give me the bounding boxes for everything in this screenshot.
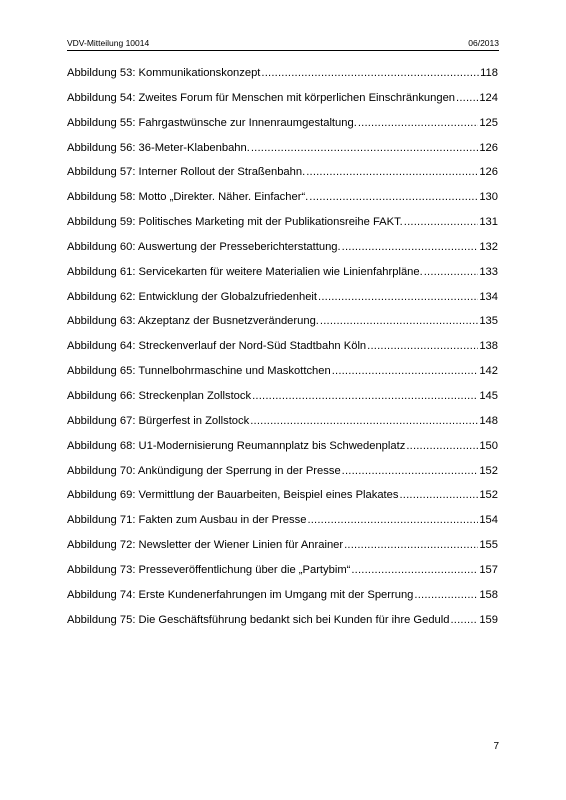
toc-entry[interactable]	[67, 166, 498, 191]
dot-leader	[406, 440, 478, 452]
toc-entry-page: 130	[479, 191, 498, 204]
toc-entry-page: 131	[479, 216, 498, 229]
toc-entry-page: 158	[479, 588, 498, 601]
toc-entry-label: Abbildung 60: Auswertung der Presseberichterstattung.	[67, 240, 341, 253]
toc-entry[interactable]	[67, 440, 498, 465]
dot-leader	[342, 241, 479, 253]
toc-entry-page: 118	[480, 67, 498, 79]
toc-entry-label: Abbildung 61: Servicekarten für weitere Materialien wie Linienfahrpläne.	[67, 265, 423, 278]
toc-entry-label: Abbildung 72: Newsletter der Wiener Linien für Anrainer	[67, 539, 344, 552]
toc-entry[interactable]	[67, 315, 498, 340]
toc-entry[interactable]	[67, 117, 498, 142]
toc-entry[interactable]	[67, 415, 498, 440]
dot-leader	[318, 291, 478, 303]
toc-entry[interactable]	[67, 291, 498, 316]
toc-entry-page: 154	[479, 514, 498, 527]
toc-entry[interactable]	[67, 241, 498, 266]
toc-entry[interactable]	[67, 390, 498, 415]
toc-entry[interactable]	[67, 489, 498, 514]
toc-entry[interactable]	[67, 67, 498, 92]
dot-leader	[309, 191, 478, 203]
toc-entry-page: 126	[479, 166, 498, 179]
toc-entry[interactable]	[67, 340, 498, 365]
toc-entry[interactable]	[67, 465, 498, 490]
toc-entry[interactable]	[67, 142, 498, 167]
toc-entry-label: Abbildung 62: Entwicklung der Globalzufriedenheit	[67, 290, 318, 303]
toc-entry-page: 124	[479, 91, 498, 104]
dot-leader	[399, 489, 478, 501]
toc-entry[interactable]	[67, 564, 498, 589]
dot-leader	[307, 514, 478, 526]
toc-entry-page: 157	[479, 563, 498, 576]
toc-entry-label: Abbildung 68: U1-Modernisierung Reumannplatz bis Schwedenplatz	[67, 439, 406, 452]
toc-entry-label: Abbildung 64: Streckenverlauf der Nord-Süd Stadtbahn Köln	[67, 340, 367, 353]
dot-leader	[351, 564, 478, 576]
toc-entry[interactable]	[67, 614, 498, 639]
page-header	[67, 34, 499, 51]
document-title: VDV-Mitteilung 10014	[67, 38, 150, 48]
dot-leader	[451, 614, 479, 626]
dot-leader	[404, 216, 479, 228]
toc-entry-page: 142	[479, 365, 498, 378]
toc-entry-label: Abbildung 55: Fahrgastwünsche zur Innenraumgestaltung.	[67, 116, 357, 129]
toc-entry-page: 148	[479, 414, 498, 427]
list-of-figures	[67, 67, 498, 638]
dot-leader	[332, 365, 479, 377]
toc-entry-label: Abbildung 70: Ankündigung der Sperrung in der Presse	[67, 464, 341, 477]
dot-leader	[251, 142, 478, 154]
toc-entry[interactable]	[67, 216, 498, 241]
toc-entry-page: 125	[479, 116, 498, 129]
toc-entry-label: Abbildung 73: Presseveröffentlichung über die „Partybim“	[67, 563, 351, 576]
toc-entry[interactable]	[67, 266, 498, 291]
toc-entry-label: Abbildung 53: Kommunikationskonzept	[67, 67, 261, 79]
toc-entry[interactable]	[67, 589, 498, 614]
toc-entry-label: Abbildung 66: Streckenplan Zollstock	[67, 389, 252, 402]
toc-entry-label: Abbildung 56: 36-Meter-Klabenbahn.	[67, 141, 250, 154]
dot-leader	[342, 465, 479, 477]
toc-entry-page: 126	[479, 141, 498, 154]
toc-entry-page: 150	[479, 439, 498, 452]
dot-leader	[250, 415, 478, 427]
toc-entry[interactable]	[67, 92, 498, 117]
dot-leader	[344, 539, 478, 551]
toc-entry-page: 152	[479, 464, 498, 477]
dot-leader	[358, 117, 479, 129]
document-date: 06/2013	[468, 38, 499, 48]
toc-entry-label: Abbildung 58: Motto „Direkter. Näher. Einfacher“.	[67, 191, 309, 204]
toc-entry-page: 132	[479, 240, 498, 253]
toc-entry[interactable]	[67, 514, 498, 539]
dot-leader	[367, 340, 478, 352]
toc-entry-page: 159	[479, 613, 498, 626]
toc-entry-label: Abbildung 69: Vermittlung der Bauarbeiten, Beispiel eines Plakates	[67, 489, 399, 502]
toc-entry[interactable]	[67, 365, 498, 390]
toc-entry-page: 134	[479, 290, 498, 303]
page-number: 7	[493, 741, 499, 752]
dot-leader	[261, 67, 479, 79]
toc-entry[interactable]	[67, 539, 498, 564]
dot-leader	[320, 315, 478, 327]
toc-entry-label: Abbildung 54: Zweites Forum für Menschen mit körperlichen Einschränkungen	[67, 91, 456, 104]
dot-leader	[414, 589, 478, 601]
toc-entry-label: Abbildung 67: Bürgerfest in Zollstock	[67, 414, 250, 427]
toc-entry-page: 145	[479, 389, 498, 402]
toc-entry-label: Abbildung 74: Erste Kundenerfahrungen im Umgang mit der Sperrung	[67, 588, 414, 601]
toc-entry[interactable]	[67, 191, 498, 216]
toc-entry-label: Abbildung 71: Fakten zum Ausbau in der Presse	[67, 514, 307, 527]
dot-leader	[424, 266, 479, 278]
toc-entry-label: Abbildung 75: Die Geschäftsführung bedankt sich bei Kunden für ihre Geduld	[67, 613, 450, 626]
toc-entry-label: Abbildung 59: Politisches Marketing mit der Publikationsreihe FAKT.	[67, 216, 403, 229]
toc-entry-page: 138	[479, 340, 498, 353]
dot-leader	[456, 92, 478, 104]
toc-entry-page: 152	[479, 489, 498, 502]
dot-leader	[306, 166, 478, 178]
dot-leader	[252, 390, 478, 402]
toc-entry-page: 135	[479, 315, 498, 328]
toc-entry-label: Abbildung 63: Akzeptanz der Busnetzveränderung.	[67, 315, 319, 328]
toc-entry-page: 133	[479, 265, 498, 278]
toc-entry-label: Abbildung 57: Interner Rollout der Straßenbahn.	[67, 166, 306, 179]
toc-entry-page: 155	[479, 539, 498, 552]
toc-entry-label: Abbildung 65: Tunnelbohrmaschine und Maskottchen	[67, 365, 331, 378]
